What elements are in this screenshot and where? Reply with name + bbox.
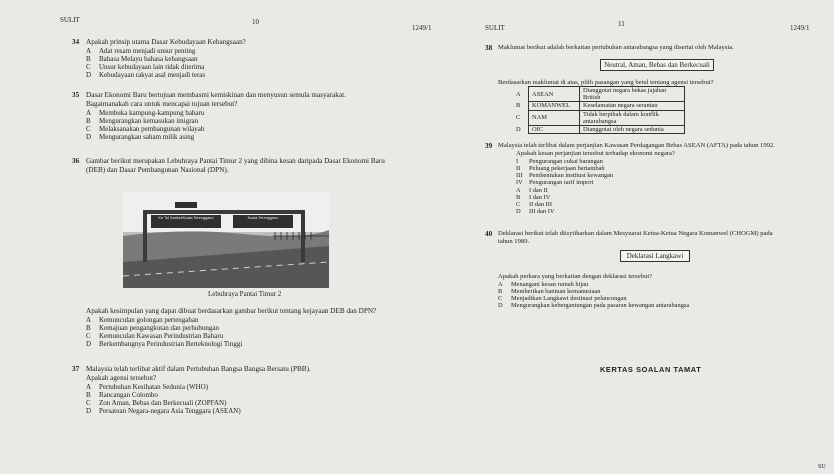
q36-stem-1: Gambar berikut merupakan Lebuhraya Pantai Timur 2 yang dibina kesan daripada Dasar Ekonomi Baru	[86, 157, 385, 165]
q39-stem-1: Malaysia telah terlibat dalam perjanjian Kawasan Perdagangan Bebas ASEAN (AFTA) pada tahun 1992.	[498, 142, 775, 149]
q40-option-a[interactable]: A Menangani kesan rumah hijau	[498, 281, 589, 288]
q38-row-c[interactable]: C NAM Tidak berpihak dalam konflik antarabangsa	[516, 110, 685, 125]
header-right-page: 11	[618, 20, 625, 28]
q40-stem-2: tahun 1989.	[498, 238, 530, 245]
q37-stem-2: Apakah agensi tersebut?	[86, 374, 157, 382]
q38-table	[516, 86, 685, 134]
footer-corner: SU	[818, 464, 826, 470]
header-left-subject: SULIT	[60, 16, 80, 24]
q39-option-a[interactable]: A I dan II	[516, 187, 548, 194]
photo-caption: Lebuhraya Pantai Timur 2	[208, 290, 282, 298]
q39-statement-4: IV Pengurangan tarif import	[516, 179, 594, 186]
q34-number: 34	[72, 38, 80, 46]
q39-option-d[interactable]: D III dan IV	[516, 208, 555, 215]
q39-number: 39	[485, 142, 493, 150]
highway-illustration	[123, 192, 329, 288]
q38-row-a[interactable]: A ASEAN Dianggotai negara bekas jajahan British	[516, 87, 685, 102]
q34-option-a[interactable]: A Adat resam menjadi unsur penting	[86, 47, 196, 55]
q34-option-c[interactable]: C Unsur kebudayaan lain tidak diterima	[86, 63, 205, 71]
q37-stem-1: Malaysia telah terlibat aktif dalam Pertubuhan Bangsa Bangsa Bersatu (PBB).	[86, 365, 311, 373]
highway-photo	[123, 192, 329, 288]
q40-option-c[interactable]: C Menjadikan Langkawi destinasi pelancongan	[498, 295, 627, 302]
q35-option-c[interactable]: C Melaksanakan pembangunan wilayah	[86, 125, 205, 133]
header-right-subject: SULIT	[485, 24, 505, 32]
q34-option-b[interactable]: B Bahasa Melayu bahasa kebangsaan	[86, 55, 198, 63]
q36-option-c[interactable]: C Kemunculan Kawasan Perindustrian Baharu	[86, 332, 224, 340]
q39-option-c[interactable]: C II dan III	[516, 201, 553, 208]
q39-statement-3: III Pembentukan institusi kewangan	[516, 172, 614, 179]
q40-info-box: Deklarasi Langkawi	[620, 250, 690, 262]
q34-stem: Apakah prinsip utama Dasar Kebudayaan Kebangsaan?	[86, 38, 246, 46]
q35-option-b[interactable]: B Mengurangkan kemasukan imigran	[86, 117, 199, 125]
q36-option-b[interactable]: B Kemajuan pengangkutan dan perhubungan	[86, 324, 219, 332]
q35-option-d[interactable]: D Mengurangkan saham milik asing	[86, 133, 195, 141]
q40-stem-1: Deklarasi berikut telah diisytiharkan dalam Mesyuarat Ketua-Ketua Negara Komanwel (CHOGM) pada	[498, 230, 773, 237]
q38-info-box: Neutral, Aman, Bebas dan Berkecuali	[600, 59, 714, 71]
highway-sign-left: Ke Tol Sarikei/Kuala Terengganu	[158, 216, 214, 220]
q39-stem-2: Apakah kesan perjanjian tersebut terhadap ekonomi negara?	[516, 150, 675, 157]
highway-sign-right: Kuala Terengganu	[247, 216, 279, 220]
q35-option-a[interactable]: A Membuka kampung-kampung baharu	[86, 109, 205, 117]
end-of-paper-label: KERTAS SOALAN TAMAT	[600, 365, 702, 374]
header-right-code: 1249/1	[790, 24, 810, 32]
q37-option-a[interactable]: A Pertubuhan Kesihatan Sedunia (WHO)	[86, 383, 209, 391]
q37-option-c[interactable]: C Zon Aman, Bebas dan Berkecuali (ZOPFAN)	[86, 399, 227, 407]
q36-stem-2: (DEB) dan Dasar Pembangunan Nasional (DPN).	[86, 166, 229, 174]
q37-number: 37	[72, 365, 80, 373]
q35-number: 35	[72, 91, 80, 99]
q40-option-b[interactable]: B Memberikan bantuan kemanusiaan	[498, 288, 601, 295]
q39-option-b[interactable]: B I dan IV	[516, 194, 551, 201]
q37-option-b[interactable]: B Rancangan Colombo	[86, 391, 158, 399]
q35-stem-1: Dasar Ekonomi Baru bertujuan membasmi kemiskinan dan menyusun semula masyarakat.	[86, 91, 346, 99]
q36-number: 36	[72, 157, 80, 165]
q40-option-d[interactable]: D Mengurangkan kebergantungan pada pasaran kewangan antarabangsa	[498, 302, 690, 309]
q36-question: Apakah kesimpulan yang dapat dibuat berdasarkan gambar berikut tentang kejayaan DEB dan DPN?	[86, 307, 377, 315]
q35-stem-2: Bagaimanakah cara untuk mencapai tujuan tersebut?	[86, 100, 238, 108]
q36-option-a[interactable]: A Kemunculan golongan pertengahan	[86, 316, 199, 324]
q38-number: 38	[485, 44, 493, 52]
q37-option-d[interactable]: D Persatuan Negara-negara Asia Tenggara (ASEAN)	[86, 407, 241, 415]
q38-row-d[interactable]: D OIC Dianggotai oleh negara sedunia	[516, 126, 685, 134]
q38-row-b[interactable]: B KOMANWEL Keselamatan negara serantau	[516, 102, 685, 110]
q38-stem: Maklumat berikut adalah berkaitan pertubuhan antarabangsa yang disertai oleh Malaysia.	[498, 44, 734, 51]
q39-statement-1: I Pengurangan cukai barangan	[516, 158, 603, 165]
q40-number: 40	[485, 230, 493, 238]
header-left-code: 1249/1	[412, 24, 432, 32]
q38-question: Berdasarkan maklumat di atas, pilih pasangan yang betul tentang agensi tersebut?	[498, 79, 714, 86]
header-left-page: 10	[252, 18, 259, 26]
q36-option-d[interactable]: D Berkembangnya Perindustrian Berteknologi Tinggi	[86, 340, 243, 348]
q34-option-d[interactable]: D Kebudayaan rakyat asal menjadi teras	[86, 71, 206, 79]
q39-statement-2: II Peluang pekerjaan bertambah	[516, 165, 605, 172]
q40-question: Apakah perkara yang berkaitan dengan deklarasi tersebut?	[498, 273, 653, 280]
